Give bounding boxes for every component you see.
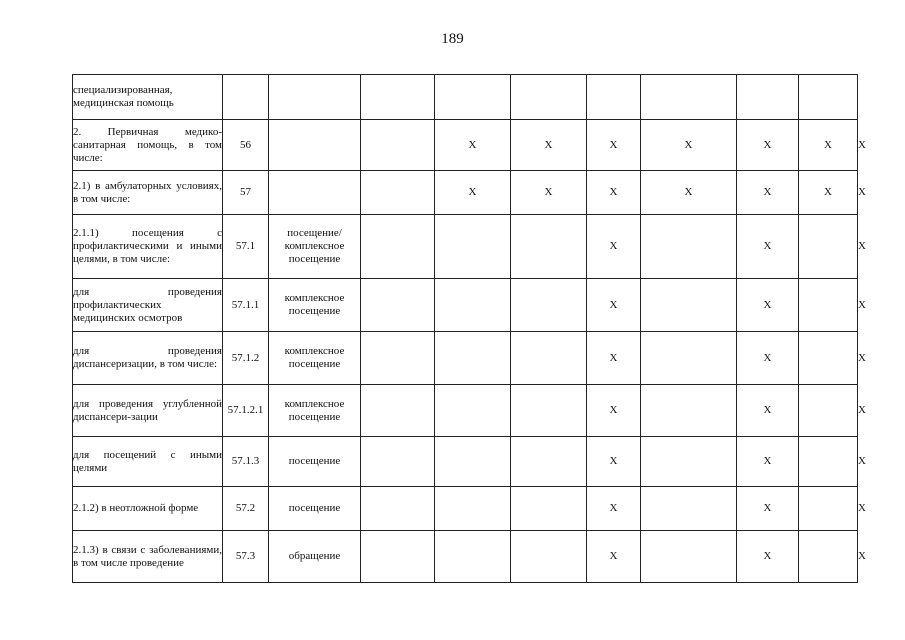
row-number-cell: 57.1.3: [223, 437, 269, 487]
mark-cell: [361, 215, 435, 279]
unit-cell: посещение/ комплексное посещение: [269, 215, 361, 279]
row-number-cell: 56: [223, 120, 269, 171]
mark-cell: [511, 279, 587, 332]
row-name-cell: для проведения диспансеризации, в том числе:: [73, 332, 223, 385]
mark-cell: [641, 531, 737, 583]
mark-cell: [511, 531, 587, 583]
row-name-cell: для проведения профилактических медицинских осмотров: [73, 279, 223, 332]
row-number-cell: 57.1.2.1: [223, 385, 269, 437]
mark-cell: [799, 215, 858, 279]
mark-cell: [511, 487, 587, 531]
mark-cell: [641, 332, 737, 385]
mark-cell: [435, 279, 511, 332]
row-name-cell: специализированная, медицинская помощь: [73, 75, 223, 120]
unit-cell: комплексное посещение: [269, 385, 361, 437]
mark-cell: [361, 437, 435, 487]
mark-cell: [641, 487, 737, 531]
row-number-cell: 57: [223, 171, 269, 215]
mark-cell: X: [587, 487, 641, 531]
mark-cell: X: [737, 332, 799, 385]
table-row: 2.1) в амбулаторных условиях, в том числе: 57 X X X X X X X: [73, 171, 858, 215]
table-row: для проведения диспансеризации, в том числе: 57.1.2 комплексное посещение X X X: [73, 332, 858, 385]
mark-cell: X: [737, 487, 799, 531]
mark-cell: [361, 487, 435, 531]
row-name-cell: 2. Первичная медико-санитарная помощь, в том числе:: [73, 120, 223, 171]
mark-cell: [435, 215, 511, 279]
mark-cell: [737, 75, 799, 120]
mark-cell: [587, 75, 641, 120]
mark-cell: [799, 75, 858, 120]
unit-cell: [269, 120, 361, 171]
mark-cell: [799, 531, 858, 583]
mark-cell: [361, 385, 435, 437]
row-number-cell: 57.1: [223, 215, 269, 279]
mark-cell: X: [587, 120, 641, 171]
mark-cell: [435, 437, 511, 487]
mark-cell: [511, 215, 587, 279]
mark-cell: X: [587, 332, 641, 385]
mark-cell: [361, 120, 435, 171]
mark-cell: [361, 531, 435, 583]
row-name-cell: для посещений с иными целями: [73, 437, 223, 487]
row-number-cell: 57.1.1: [223, 279, 269, 332]
mark-cell: X: [511, 171, 587, 215]
row-name-cell: 2.1.3) в связи с заболеваниями, в том числе проведение: [73, 531, 223, 583]
mark-cell: X: [587, 437, 641, 487]
mark-cell: [435, 75, 511, 120]
mark-cell: [435, 531, 511, 583]
mark-cell: [641, 279, 737, 332]
mark-cell: X: [737, 279, 799, 332]
unit-cell: [269, 171, 361, 215]
unit-cell: [269, 75, 361, 120]
row-name-cell: 2.1) в амбулаторных условиях, в том числе:: [73, 171, 223, 215]
mark-cell: X: [587, 385, 641, 437]
table-body: [73, 75, 866, 583]
mark-cell: [511, 385, 587, 437]
mark-cell: [799, 437, 858, 487]
unit-cell: комплексное посещение: [269, 332, 361, 385]
mark-cell: X: [587, 531, 641, 583]
mark-cell: X: [737, 215, 799, 279]
mark-cell: [511, 75, 587, 120]
row-name-cell: 2.1.2) в неотложной форме: [73, 487, 223, 531]
mark-cell: X: [799, 120, 858, 171]
mark-cell: [435, 385, 511, 437]
mark-cell: [641, 437, 737, 487]
table-row: для посещений с иными целями 57.1.3 посещение X X X: [73, 437, 858, 487]
mark-cell: [361, 75, 435, 120]
row-name-cell: 2.1.1) посещения с профилактическими и иными целями, в том числе:: [73, 215, 223, 279]
mark-cell: X: [737, 385, 799, 437]
mark-cell: X: [799, 171, 858, 215]
mark-cell: X: [587, 215, 641, 279]
table-row: для проведения углубленной диспансери-зации 57.1.2.1 комплексное посещение X X X: [73, 385, 858, 437]
row-number-cell: 57.1.2: [223, 332, 269, 385]
mark-cell: X: [587, 171, 641, 215]
unit-cell: посещение: [269, 437, 361, 487]
mark-cell: [641, 215, 737, 279]
unit-cell: посещение: [269, 487, 361, 531]
unit-cell: обращение: [269, 531, 361, 583]
mark-cell: [799, 385, 858, 437]
mark-cell: [361, 332, 435, 385]
mark-cell: X: [641, 171, 737, 215]
mark-cell: [361, 279, 435, 332]
row-name-cell: для проведения углубленной диспансери-зации: [73, 385, 223, 437]
mark-cell: X: [511, 120, 587, 171]
mark-cell: [799, 332, 858, 385]
mark-cell: [641, 385, 737, 437]
table-row: 2.1.1) посещения с профилактическими и иными целями, в том числе: 57.1 посещение/ комплексное посещение X X X: [73, 215, 858, 279]
unit-cell: комплексное посещение: [269, 279, 361, 332]
mark-cell: X: [737, 531, 799, 583]
table-row: для проведения профилактических медицинских осмотров 57.1.1 комплексное посещение X X X: [73, 279, 858, 332]
table-row: 2. Первичная медико-санитарная помощь, в том числе: 56 X X X X X X X: [73, 120, 858, 171]
mark-cell: [799, 279, 858, 332]
row-number-cell: 57.2: [223, 487, 269, 531]
table-row: 2.1.3) в связи с заболеваниями, в том числе проведение 57.3 обращение X X X: [73, 531, 858, 583]
mark-cell: X: [641, 120, 737, 171]
mark-cell: [361, 171, 435, 215]
mark-cell: X: [737, 171, 799, 215]
mark-cell: X: [435, 171, 511, 215]
mark-cell: X: [737, 120, 799, 171]
page-number: 189: [441, 31, 464, 47]
table-row: [73, 75, 858, 120]
data-table: [72, 74, 866, 583]
mark-cell: X: [737, 437, 799, 487]
mark-cell: X: [587, 279, 641, 332]
mark-cell: [511, 332, 587, 385]
table-row: 2.1.2) в неотложной форме 57.2 посещение X X X: [73, 487, 858, 531]
mark-cell: X: [435, 120, 511, 171]
row-number-cell: [223, 75, 269, 120]
mark-cell: [435, 487, 511, 531]
mark-cell: [799, 487, 858, 531]
row-number-cell: 57.3: [223, 531, 269, 583]
mark-cell: [511, 437, 587, 487]
mark-cell: [435, 332, 511, 385]
mark-cell: [641, 75, 737, 120]
